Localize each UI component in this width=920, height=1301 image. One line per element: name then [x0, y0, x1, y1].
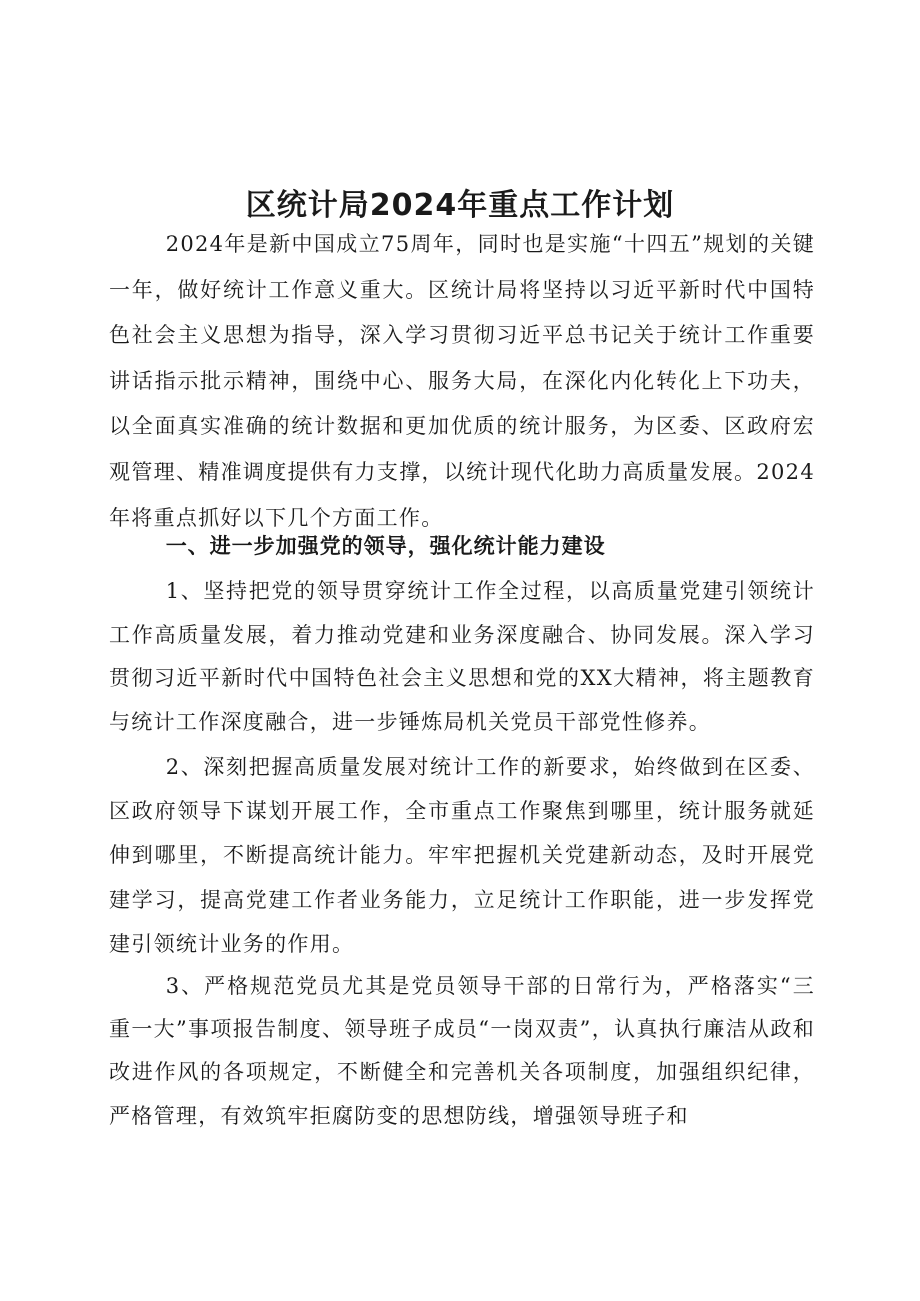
intro-paragraph: 2024年是新中国成立75周年，同时也是实施“十四五”规划的关键一年，做好统计工作意义重大。区统计局将坚持以习近平新时代中国特色社会主义思想为指导，深入学习贯彻习近平总书记关于统计工作重要讲话指示批示精神，围绕中心、服务大局，在深化内化转化上下功夫，以全面真实准确的统计数据和更加优质的统计服务，为区委、区政府宏观管理、精准调度提供有力支撑，以统计现代化助力高质量发展。2024年将重点抓好以下几个方面工作。 [109, 232, 815, 530]
item-paragraph-2: 2、深刻把握高质量发展对统计工作的新要求，始终做到在区委、区政府领导下谋划开展工作，全市重点工作聚焦到哪里，统计服务就延伸到哪里，不断提高统计能力。牢牢把握机关党建新动态，及时开展党建学习，提高党建工作者业务能力，立足统计工作职能，进一步发挥党建引领统计业务的作用。 [109, 755, 815, 956]
item-paragraph-1: 1、坚持把党的领导贯穿统计工作全过程，以高质量党建引领统计工作高质量发展，着力推动党建和业务深度融合、协同发展。深入学习贯彻习近平新时代中国特色社会主义思想和党的XX大精神，将主题教育与统计工作深度融合，进一步锤炼局机关党员干部党性修养。 [109, 579, 815, 734]
document-title: 区统计局2024年重点工作计划 [245, 188, 675, 224]
section-heading: 一、进一步加强党的领导，强化统计能力建设 [165, 534, 606, 558]
item-paragraph-3: 3、严格规范党员尤其是党员领导干部的日常行为，严格落实“三重一大”事项报告制度、领导班子成员“一岗双责”，认真执行廉洁从政和改进作风的各项规定，不断健全和完善机关各项制度，加强组织纪律，严格管理，有效筑牢拒腐防变的思想防线，增强领导班子和 [109, 974, 815, 1128]
